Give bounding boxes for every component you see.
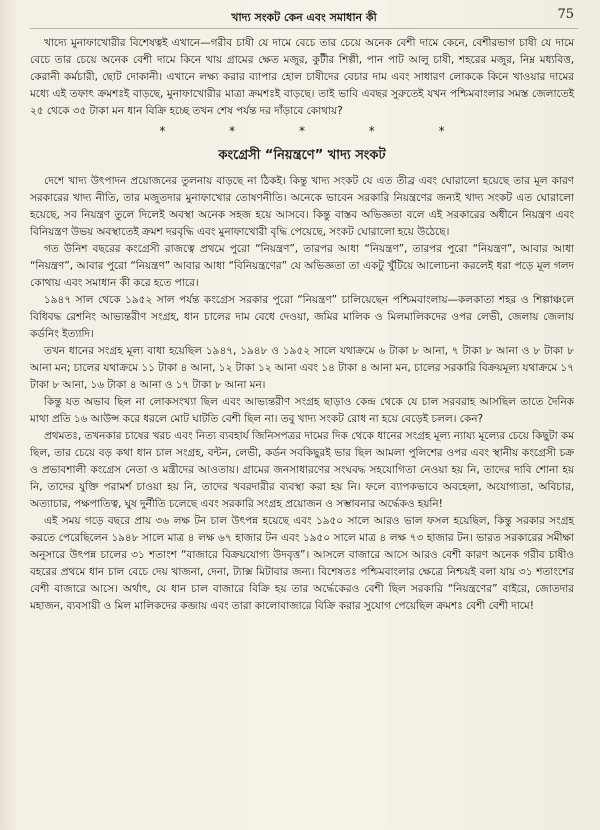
paragraph-intro: খাদ্যে মুনাফাখোরীর বিশেষত্বই এখানে—গরীব চাষী যে দামে বেচে তার চেয়ে অনেক বেশী দামে কেনে, বেশীরভাগ চাষী যে দামে বেচে তার চেয়ে অনেক বেশী দামে কিনে খায় গ্রামের ক্ষেত মজুর, কুটীর শিল্পী, পান পাট আলু চাষী, শহরের মজুর, নিম্ন মধ্যবিত্ত, কেরানী কর্মচারী, ছোট দোকানী। এখানে লক্ষ্য করার ব্যাপার হোল চাষীদের বেচার দাম এবং সাধারণ লোককে কিনে খাওয়ার দামের মধ্যে এই তফাৎ ক্রমশঃই বাড়ছে, মুনাফাখোরীর মাত্রা ক্রমশঃই বাড়ছে। তাই ভাবি এবছর সুরুতেই যখন পশ্চিমবাংলার সমস্ত জেলাতেই ২৫ থেকে ৩৫ টাকা মন ধান বিক্রি হচ্ছে তখন শেষ পর্যন্ত দর দাঁড়াবে কোথায়? (30, 37, 574, 117)
paragraph: তখন ধানের সংগ্রহ মূল্য বাধা হয়েছিল ১৯৪৭, ১৯৪৮ ও ১৯৫২ সালে যথাক্রমে ৬ টাকা ৮ আনা, ৭ টাকা ৮ আনা ও ৮ টাকা ৮ আনা মন; চালের যথাক্রমে ১১ টাকা ৪ আনা, ১২ টাকা ১২ আনা এবং ১৪ টাকা ৪ আনা মন, চালের সরকারি বিক্রয়মূল্য যথাক্রমে ১৭ টাকা ৮ আনা, ১৬ টাকা ৪ আনা ও ১৭ টাকা ৮ আনা মন। (30, 345, 574, 391)
paragraph: দেশে খাদ্য উৎপাদন প্রয়োজনের তুলনায় বাড়ছে না ঠিকই। কিন্তু খাদ্য সংকট যে এত তীব্র এবং ঘোরালো হয়েছে তার মূল কারণ সরকারের খাদ্য নীতি, তার মজুতদার মুনাফাখোর তোষণনীতি। অনেকে ভাবেন সরকারি নিয়ন্ত্রণের জন্যই খাদ্য সংকট এত ঘোরালো হয়েছে, সব নিয়ন্ত্রণ তুলে দিলেই অবস্থা অনেক সহজ হয়ে আসবে। কিন্তু বাস্তব অভিজ্ঞতা বলে এই সরকারের অধীনে নিয়ন্ত্রণ এবং বিনিয়ন্ত্রণ উভয় অবস্থাতেই ক্রমশ দরবৃদ্ধি এবং মুনাফাখোরী বৃদ্ধি পেয়েছে, সংকট ঘোরালো হয়ে উঠেছে। (30, 175, 574, 238)
paragraph: গত উনিশ বছরের কংগ্রেসী রাজত্বে প্রথমে পুরো “নিয়ন্ত্রণ”, তারপর আধা “নিয়ন্ত্রণ”, তারপর পুরো “নিয়ন্ত্রণ”, আবার আধা “নিয়ন্ত্রণ”, আবার পুরো “নিয়ন্ত্রণ” আবার আধা “বিনিয়ন্ত্রণের” যে অভিজ্ঞতা তা একটু খুঁটিয়ে আলোচনা করলেই ধরা পড়ে মূল গলদ কোথায় এবং সমাধান কী করে হতে পারে। (30, 243, 574, 289)
page-body (30, 35, 578, 615)
page-number: 75 (557, 7, 574, 22)
paragraph: ১৯৪৭ সাল থেকে ১৯৫২ সাল পর্যন্ত কংগ্রেস সরকার পুরো “নিয়ন্ত্রণ” চালিয়েছেন পশ্চিমবাংলায়—কলকাতা শহর ও শিল্পাঞ্চলে বিধিবদ্ধ রেশনিং আভ্যন্তরীণ সংগ্রহ, ধান চালের দাম বেধে দেওয়া, জমির মালিক ও মিলমালিকদের ওপর লেভী, জেলায় জেলায় কর্ডনিং ইত্যাদি। (30, 294, 574, 340)
running-header (30, 6, 578, 29)
paragraph: প্রথমতঃ, তখনকার চাষের খরচ এবং নিত্য ব্যবহার্য জিনিসপত্রর দামের দিক থেকে ধানের সংগ্রহ মূল্য ন্যায্য মূল্যের চেয়ে কিছুটা কম ছিল, তার চেয়ে বড় কথা ধান চাল সংগ্রহ, বন্টন, লেভী, কর্ডন সবকিছুরই ভার ছিল আমলা পুলিশের ওপর এবং স্থানীয় কংগ্রেসী চক্র ও প্রভাবশালী কংগ্রেস নেতা ও মন্ত্রীদের আওতায়। গ্রামের জনসাধারণের সংঘবদ্ধ সহযোগিতা নেওয়া হয় নি, তাদের দাবি শোনা হয় নি, তাদের যুক্তি পরামর্শ চাওয়া হয় নি, তাদের খবরদারীর ব্যবস্থা করা হয় নি। ফলে ব্যাপকভাবে অবহেলা, অযোগ্যতা, অবিচার, অত্যাচার, পক্ষপাতিত্ব, ঘুষ দুর্নীতি চলেছে এবং সরকারি সংগ্রহ প্রয়োজন ও সম্ভাবনার অর্দ্ধেকও হয়নি! (30, 430, 575, 510)
paragraph: এই সময় গড়ে বছরে প্রায় ৩৬ লক্ষ টন চাল উৎপন্ন হয়েছে এবং ১৯৫০ সালে আরও ভাল ফসল হয়েছিল, কিন্তু সরকার সংগ্রহ করতে পেরেছিলেন ১৯৪৮ সালে মাত্র ৪ লক্ষ ৬৭ হাজার টন এবং ১৯৫০ সালে মাত্র ৪ লক্ষ ৭৩ হাজার টন। ভারত সরকারের সমীক্ষা অনুসারে উৎপন্ন চালের ৩১ শতাংশ “বাজারে বিক্রয়যোগ্য উদবৃত্ত”। আসলে বাজারে আসে আরও বেশী কারণ অনেক গরীব চাষীও বহরের প্রথমে ধান চাল বেচে দেয় খাজনা, দেনা, ট্যাক্স মিটাবার জন্য। বিশেষতঃ পশ্চিমবাংলার ক্ষেত্রে নিশ্চয়ই বলা যায় ৩১ শতাংশের বেশী বাজারে আসে। অর্থাৎ, যে ধান চাল বাজারে বিক্রি হয় তার অর্দ্ধেকেরও বেশী ছিল সরকারি “নিয়ন্ত্রণের” বাইরে, জোতদার মহাজন, ব্যবসায়ী ও মিল মালিকদের কব্জায় এবং তারা কালোবাজারে বিক্রি করার সুযোগ পেয়েছিল ক্রমশঃ বেশী বেশী দামে! (30, 515, 574, 612)
running-title: খাদ্য সংকট কেন এবং সমাধান কী (231, 11, 377, 24)
section-heading: কংগ্রেসী “নিয়ন্ত্রণে” খাদ্য সংকট (218, 148, 386, 163)
section-separator: * * * * * (159, 124, 475, 138)
paragraph: কিন্তু যত অভাব ছিল না লোকসংখ্যা ছিল এবং আভ্যন্তরীণ সংগ্রহ ছাড়াও কেন্দ্র থেকে যে চাল সরবরাহ আসছিল তাতে দৈনিক মাথা প্রতি ১৬ আউন্স করে ধরলে মোট ঘাটতি বেশী ছিল না। তবু খাদ্য সংকট রোধ না হয়ে বেড়েই চলল। কেন? (30, 396, 574, 425)
